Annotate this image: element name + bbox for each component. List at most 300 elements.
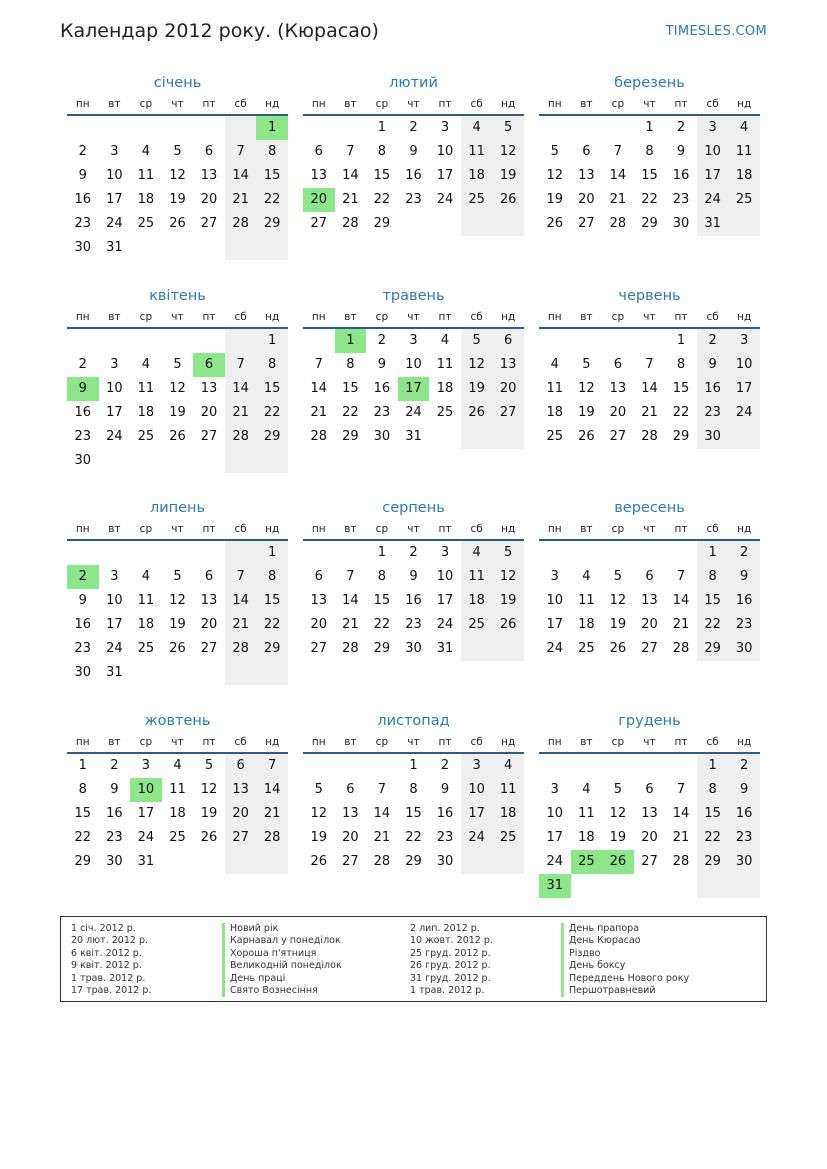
empty-cell [571, 541, 603, 565]
weekday-label: сб [470, 311, 483, 323]
day-cell: 16 [405, 168, 422, 183]
weekday-label: ср [611, 736, 625, 748]
day-cell: 18 [169, 806, 186, 821]
day-cell: 1 [256, 541, 288, 565]
day-cell: 4 [141, 357, 151, 372]
week-row [539, 802, 760, 826]
empty-cell [571, 116, 603, 140]
weekday-label: чт [407, 98, 420, 110]
weekday-header [67, 732, 288, 754]
day-cell: 24 [405, 405, 422, 420]
day-cell: 23 [405, 617, 422, 632]
day-cell: 30 [728, 637, 760, 661]
day-cell: 10 [106, 381, 123, 396]
empty-cell [162, 850, 194, 874]
week-row [539, 589, 760, 613]
brand-link[interactable]: TIMESLES.COM [665, 24, 767, 39]
month-name: липень [149, 500, 206, 516]
day-cell: 11 [137, 593, 155, 608]
day-cell: 3 [110, 144, 119, 159]
day-cell: 29 [256, 212, 288, 236]
day-cell: 19 [609, 617, 627, 632]
day-cell: 18 [728, 164, 760, 188]
legend-holiday-name: Хороша п'ятниця [222, 948, 342, 960]
legend-holiday-name: Переддень Нового року [561, 973, 689, 985]
day-cell: 7 [225, 353, 257, 377]
weekday-label: пн [311, 98, 326, 110]
week-row [539, 188, 760, 212]
day-cell: 8 [697, 565, 729, 589]
day-cell: 7 [314, 357, 323, 372]
weekday-label: вт [580, 98, 593, 110]
weekday-label: нд [501, 523, 516, 535]
weekday-label: нд [265, 523, 280, 535]
day-cell: 18 [461, 164, 493, 188]
empty-cell [225, 449, 257, 473]
day-cell: 6 [582, 144, 591, 159]
day-cell: 3 [697, 116, 729, 140]
day-cell: 27 [492, 401, 524, 425]
day-cell: 10 [106, 593, 123, 608]
day-cell: 10 [546, 593, 564, 608]
day-cell: 3 [461, 754, 493, 778]
weekday-label: сб [706, 736, 719, 748]
week-row [303, 329, 524, 353]
week-row [539, 565, 760, 589]
empty-cell [335, 541, 367, 565]
day-cell: 17 [137, 806, 155, 821]
day-cell: 13 [200, 168, 218, 183]
weekday-label: вт [108, 311, 121, 323]
empty-cell [162, 661, 194, 685]
day-cell: 1 [697, 754, 729, 778]
day-cell: 15 [697, 802, 729, 826]
day-cell: 20 [342, 830, 359, 845]
day-cell: 13 [641, 806, 658, 821]
day-cell: 10 [106, 168, 123, 183]
day-cell: 8 [256, 140, 288, 164]
day-cell: 26 [169, 641, 186, 656]
day-cell: 20 [609, 405, 627, 420]
day-cell: 26 [461, 401, 493, 425]
empty-cell [256, 236, 288, 260]
day-cell: 17 [106, 192, 123, 207]
day-cell: 27 [200, 641, 218, 656]
empty-cell [665, 541, 697, 565]
week-row [303, 164, 524, 188]
empty-cell [571, 874, 603, 898]
week-row [539, 850, 760, 874]
legend-holiday-name: День прапора [561, 923, 689, 935]
day-cell: 8 [409, 782, 418, 797]
day-cell: 28 [256, 826, 288, 850]
empty-cell [634, 874, 666, 898]
weekday-label: нд [501, 736, 516, 748]
weekday-label: нд [737, 98, 752, 110]
day-cell: 23 [405, 192, 422, 207]
day-cell: 26 [310, 854, 328, 869]
legend-names-col-1 [222, 923, 342, 997]
day-cell: 4 [461, 541, 493, 565]
empty-cell [398, 212, 430, 236]
month-name: червень [618, 288, 681, 304]
weekday-label: нд [265, 736, 280, 748]
day-cell: 23 [728, 613, 760, 637]
empty-cell [256, 449, 288, 473]
day-cell: 11 [492, 778, 524, 802]
month-10 [303, 710, 524, 874]
day-cell: 11 [728, 140, 760, 164]
weekday-label: пн [547, 311, 562, 323]
empty-cell [634, 541, 666, 565]
weekday-label: нд [501, 98, 516, 110]
day-cell: 13 [200, 381, 218, 396]
month-7 [303, 497, 524, 661]
day-cell: 11 [436, 357, 454, 372]
weekday-label: пт [438, 311, 452, 323]
day-cell: 2 [676, 120, 686, 135]
empty-cell [461, 212, 493, 236]
week-row [539, 541, 760, 565]
week-row [303, 212, 524, 236]
day-cell: 3 [440, 120, 450, 135]
day-cell: 28 [310, 429, 328, 444]
day-cell: 7 [346, 569, 355, 584]
weekday-label: вт [580, 523, 593, 535]
day-cell: 22 [256, 188, 288, 212]
day-cell: 6 [314, 144, 323, 159]
day-cell: 12 [492, 140, 524, 164]
day-cell: 5 [461, 329, 493, 353]
day-cell: 29 [256, 425, 288, 449]
day-cell: 1 [409, 758, 418, 773]
day-cell: 8 [377, 569, 387, 584]
day-cell: 10 [697, 140, 729, 164]
empty-cell [162, 541, 194, 565]
day-cell: 8 [78, 782, 87, 797]
empty-cell [303, 541, 335, 565]
week-row [303, 754, 524, 778]
weekday-header [539, 732, 760, 754]
day-cell: 28 [225, 212, 257, 236]
day-cell: 27 [609, 429, 627, 444]
day-cell: 9 [697, 353, 729, 377]
weekday-label: вт [108, 523, 121, 535]
week-row [303, 541, 524, 565]
day-cell: 8 [346, 357, 355, 372]
weekday-label: пн [75, 736, 90, 748]
week-row [303, 802, 524, 826]
day-cell: 6 [492, 329, 524, 353]
day-cell: 22 [697, 826, 729, 850]
day-cell: 9 [676, 144, 686, 159]
day-cell: 26 [609, 641, 627, 656]
day-cell: 6 [645, 782, 654, 797]
day-cell: 29 [672, 429, 690, 444]
day-cell: 25 [137, 641, 155, 656]
day-cell: 14 [256, 778, 288, 802]
day-cell: 23 [74, 641, 92, 656]
week-row [539, 116, 760, 140]
weekday-label: сб [234, 736, 247, 748]
day-cell: 24 [106, 429, 123, 444]
weekday-label: нд [737, 736, 752, 748]
weekday-label: вт [344, 311, 357, 323]
weekday-header [303, 732, 524, 754]
weekday-label: пт [438, 736, 452, 748]
day-cell: 13 [609, 381, 627, 396]
week-row [67, 425, 288, 449]
month-6 [67, 497, 288, 685]
day-cell: 2 [728, 754, 760, 778]
day-cell: 9 [110, 782, 119, 797]
day-cell: 28 [672, 854, 690, 869]
day-cell: 25 [546, 429, 564, 444]
legend-date: 6 квіт. 2012 р. [71, 947, 142, 959]
day-cell: 7 [676, 569, 686, 584]
empty-cell [602, 874, 634, 898]
day-cell: 6 [314, 569, 323, 584]
day-cell: 7 [225, 140, 257, 164]
empty-cell [539, 754, 571, 778]
day-cell: 24 [106, 641, 123, 656]
day-cell: 13 [492, 353, 524, 377]
empty-cell [256, 661, 288, 685]
day-cell: 17 [546, 830, 564, 845]
empty-cell [225, 116, 257, 140]
weekday-label: чт [407, 523, 420, 535]
empty-cell [162, 116, 194, 140]
empty-cell [461, 637, 493, 661]
day-cell: 5 [173, 144, 182, 159]
day-cell: 21 [225, 613, 257, 637]
weekday-header [67, 519, 288, 541]
empty-cell [256, 850, 288, 874]
legend-holiday-name: Першотравневий [561, 985, 689, 997]
day-cell: 6 [346, 782, 355, 797]
weekday-label: чт [171, 311, 184, 323]
day-cell: 8 [697, 778, 729, 802]
day-cell: 1 [676, 333, 686, 348]
weekday-label: нд [737, 523, 752, 535]
day-cell: 21 [225, 401, 257, 425]
day-cell: 25 [492, 826, 524, 850]
empty-cell [539, 116, 571, 140]
day-cell: 7 [613, 144, 623, 159]
day-cell: 15 [373, 168, 391, 183]
day-cell: 1 [377, 120, 387, 135]
legend-holiday-name: Карнавал у понеділок [222, 935, 342, 947]
day-cell: 25 [728, 188, 760, 212]
day-cell: 23 [672, 192, 690, 207]
day-cell: 12 [200, 782, 218, 797]
day-cell: 19 [546, 192, 564, 207]
day-cell: 27 [225, 826, 257, 850]
day-cell: 22 [405, 830, 422, 845]
month-name: вересень [614, 500, 685, 516]
empty-cell [193, 236, 225, 260]
weekday-label: пн [75, 523, 90, 535]
month-2 [539, 72, 760, 236]
weekday-label: пт [202, 98, 216, 110]
empty-cell [130, 661, 162, 685]
day-cell: 30 [697, 425, 729, 449]
day-cell: 11 [461, 565, 493, 589]
day-cell: 3 [409, 333, 418, 348]
week-row [67, 850, 288, 874]
day-cell: 28 [373, 854, 391, 869]
week-row [67, 353, 288, 377]
day-cell: 16 [74, 617, 92, 632]
week-row [67, 613, 288, 637]
weekday-label: пн [547, 523, 562, 535]
weekday-label: чт [407, 311, 420, 323]
day-cell: 15 [405, 806, 422, 821]
day-cell: 10 [461, 778, 493, 802]
weekday-label: пт [438, 523, 452, 535]
day-cell: 23 [74, 429, 92, 444]
week-row [67, 826, 288, 850]
day-cell: 14 [225, 589, 257, 613]
day-cell: 9 [440, 782, 450, 797]
empty-cell [634, 329, 666, 353]
day-cell: 16 [436, 806, 454, 821]
day-cell: 15 [256, 377, 288, 401]
week-row [67, 802, 288, 826]
day-cell: 4 [582, 782, 591, 797]
empty-cell [67, 541, 99, 565]
day-cell: 27 [200, 216, 218, 231]
empty-cell [99, 329, 131, 353]
weekday-header [303, 94, 524, 116]
day-cell: 8 [676, 357, 686, 372]
day-cell: 9 [409, 144, 418, 159]
day-cell: 24 [546, 641, 564, 656]
day-cell: 21 [641, 405, 658, 420]
day-cell: 16 [672, 168, 690, 183]
week-row [67, 661, 288, 685]
month-1 [303, 72, 524, 236]
empty-cell [193, 449, 225, 473]
empty-cell [130, 236, 162, 260]
day-cell: 4 [492, 754, 524, 778]
day-cell: 12 [310, 806, 328, 821]
day-cell: 25 [436, 405, 454, 420]
empty-cell [602, 116, 634, 140]
day-cell: 18 [137, 192, 155, 207]
weekday-label: нд [501, 311, 516, 323]
week-row [303, 637, 524, 661]
week-row [539, 613, 760, 637]
day-cell: 26 [200, 830, 218, 845]
day-cell: 21 [342, 617, 359, 632]
day-cell: 20 [303, 188, 335, 212]
empty-cell [193, 661, 225, 685]
day-cell: 31 [436, 641, 454, 656]
weekday-label: чт [643, 523, 656, 535]
week-row [303, 565, 524, 589]
day-cell: 5 [613, 782, 623, 797]
day-cell: 5 [314, 782, 323, 797]
day-cell: 17 [461, 802, 493, 826]
day-cell: 18 [461, 589, 493, 613]
day-cell: 27 [641, 641, 658, 656]
day-cell: 4 [461, 116, 493, 140]
day-cell: 10 [130, 778, 162, 802]
weekday-header [303, 307, 524, 329]
empty-cell [461, 425, 493, 449]
weekday-label: пн [311, 523, 326, 535]
day-cell: 7 [645, 357, 654, 372]
day-cell: 31 [106, 240, 123, 255]
weekday-label: пт [438, 98, 452, 110]
week-row [67, 778, 288, 802]
week-row [67, 565, 288, 589]
legend-dates-col-2 [410, 923, 493, 997]
month-name: грудень [618, 713, 681, 729]
weekday-header [303, 519, 524, 541]
day-cell: 5 [550, 144, 559, 159]
day-cell: 3 [141, 758, 151, 773]
weekday-header [539, 307, 760, 329]
weekday-label: чт [643, 98, 656, 110]
day-cell: 6 [204, 144, 214, 159]
day-cell: 12 [461, 353, 493, 377]
legend-date: 25 груд. 2012 р. [410, 947, 491, 959]
empty-cell [634, 754, 666, 778]
week-row [303, 140, 524, 164]
day-cell: 22 [342, 405, 359, 420]
day-cell: 18 [546, 405, 564, 420]
day-cell: 4 [728, 116, 760, 140]
empty-cell [335, 754, 367, 778]
day-cell: 4 [582, 569, 591, 584]
day-cell: 6 [204, 569, 214, 584]
day-cell: 26 [492, 613, 524, 637]
day-cell: 19 [169, 617, 186, 632]
week-row [539, 826, 760, 850]
day-cell: 22 [256, 401, 288, 425]
week-row [539, 754, 760, 778]
day-cell: 27 [200, 429, 218, 444]
weekday-label: пн [311, 736, 326, 748]
weekday-label: ср [611, 523, 625, 535]
weekday-label: ср [139, 523, 153, 535]
week-row [67, 329, 288, 353]
day-cell: 3 [728, 329, 760, 353]
weekday-label: ср [375, 523, 389, 535]
empty-cell [303, 116, 335, 140]
empty-cell [225, 850, 257, 874]
week-row [303, 613, 524, 637]
week-row [303, 401, 524, 425]
day-cell: 8 [256, 353, 288, 377]
day-cell: 20 [225, 802, 257, 826]
week-row [67, 541, 288, 565]
day-cell: 4 [550, 357, 559, 372]
weekday-label: пт [202, 736, 216, 748]
legend-holiday-name: День боксу [561, 960, 689, 972]
week-row [67, 212, 288, 236]
day-cell: 19 [310, 830, 328, 845]
empty-cell [193, 541, 225, 565]
day-cell: 18 [578, 617, 595, 632]
day-cell: 5 [492, 541, 524, 565]
weekday-label: ср [375, 736, 389, 748]
legend-date: 2 лип. 2012 р. [410, 923, 480, 934]
weekday-label: пт [674, 736, 688, 748]
day-cell: 10 [436, 569, 454, 584]
